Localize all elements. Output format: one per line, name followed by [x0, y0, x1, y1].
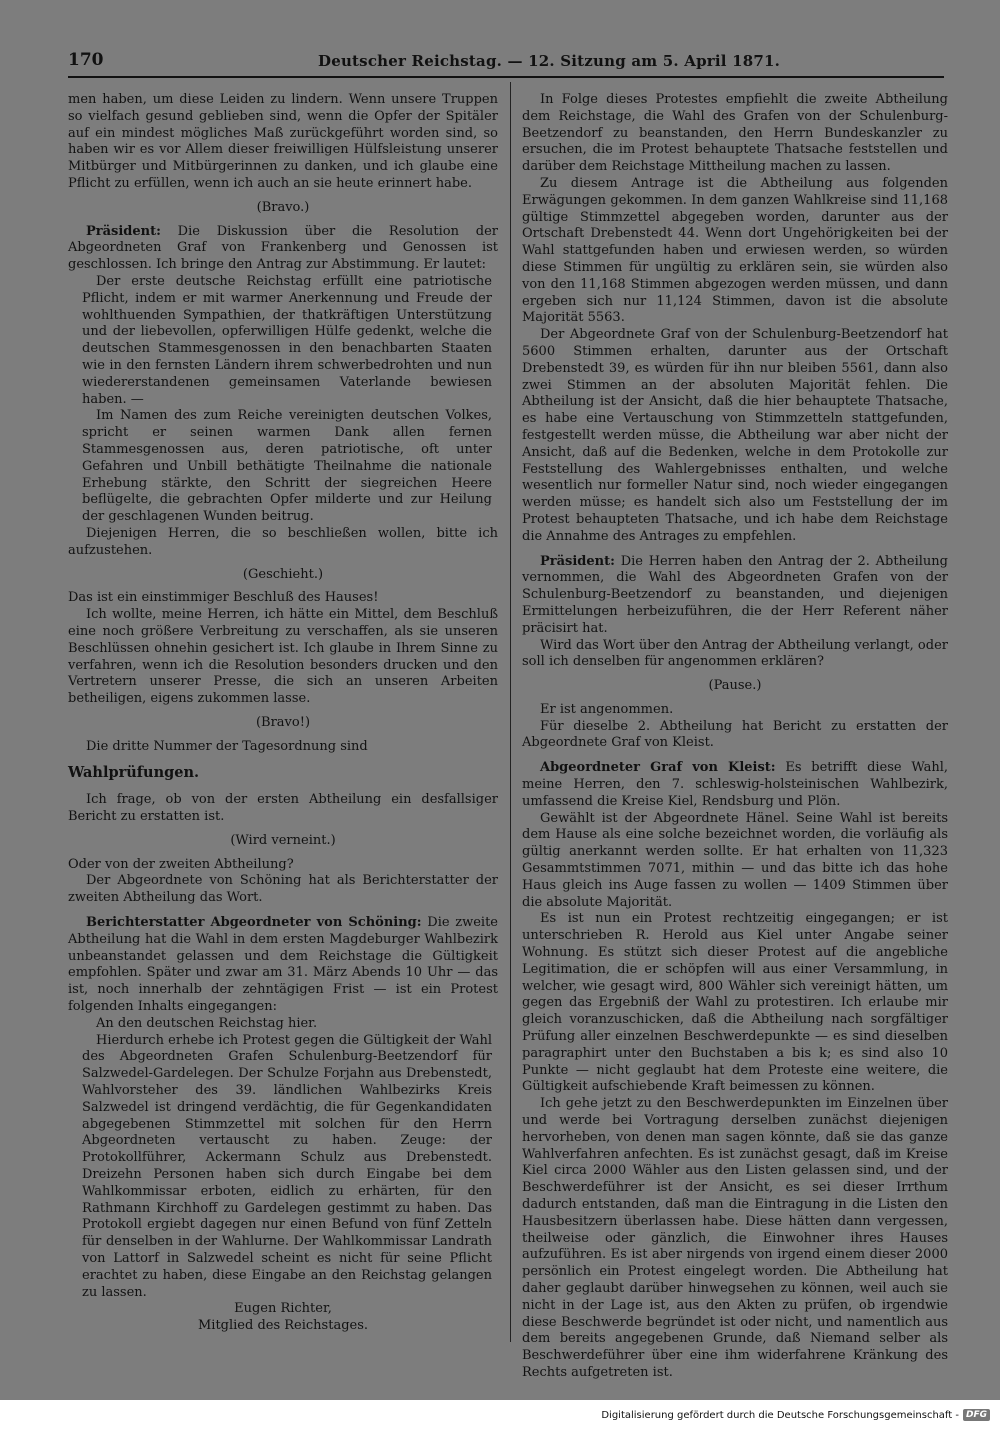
paragraph: [68, 224, 498, 274]
left-column: [68, 92, 498, 1335]
right-column: [522, 92, 948, 1382]
credit-text: Digitalisierung gefördert durch die Deutsche Forschungsgemeinschaft -: [601, 1409, 959, 1421]
column-divider: [510, 82, 511, 1342]
speaker-label: Berichterstatter Abgeordneter von Schöning:: [86, 915, 422, 931]
speaker-label: Präsident:: [86, 223, 161, 239]
paragraph: Er ist angenommen.: [540, 701, 674, 717]
paragraph-text: Die Diskussion über die Resolution der Abgeordneten Graf von Frankenberg und Genossen ist geschlossen. Ich bringe den Antrag zur Abstimmung. Er lautet:: [68, 223, 498, 273]
digitization-credit: [601, 1409, 990, 1421]
speaker-label: Abgeordneter Graf von Kleist:: [540, 760, 776, 776]
paragraph: Diejenigen Herren, die so beschließen wollen, bitte ich aufzustehen.: [68, 525, 498, 558]
paragraph: Es ist nun ein Protest rechtzeitig eingegangen; er ist unterschrieben R. Herold aus Kiel unter Angabe seiner Wohnung. Es stützt sich dieser Protest auf die angebliche Legitimation, die er schöpfen will aus einer Versammlung, in welcher, wie gesagt wird, 800 Wähler sich vereinigt hätten, um gegen das Ergebniß der Wahl zu protestiren. Ich erlaube mir gleich voranzuschicken, daß die Abtheilung nach sorgfältiger Prüfung aller einzelnen Beschwerdepunkte — es sind dieselben paragraphirt unter den Buchstaben a bis k; es sind also 10 Punkte — nicht geglaubt hat dem Proteste eine weitere, die Gültigkeit aufschiebende Kraft beimessen zu können.: [522, 911, 948, 1095]
paragraph: [522, 760, 948, 810]
quoted-resolution: Im Namen des zum Reiche vereinigten deutschen Volkes, spricht er seinen warmen Dank allen fernen Stammesgenossen aus, deren patriotische, oft unter Gefahren und Unbill bethätigte Theilnahme die nationale Erhebung stärkte, den Schritt der siegreichen Heere beflügelte, die gebrachten Opfer milderte und zur Heilung der geschlagenen Wunden beitrug.: [82, 408, 492, 525]
paragraph: In Folge dieses Protestes empfiehlt die zweite Abtheilung dem Reichstage, die Wahl des Grafen von der Schulenburg-Beetzendorf zu beanstanden, den Herrn Bundeskanzler zu ersuchen, die im Protest behauptete Thatsache feststellen und darüber dem Reichstage Mittheilung machen zu lassen.: [522, 92, 948, 175]
interjection: (Geschieht.): [242, 566, 324, 582]
quoted-resolution: Der erste deutsche Reichstag erfüllt eine patriotische Pflicht, indem er mit warmer Anerkennung und Freude der wohlthuenden Sympathien, der thatkräftigen Unterstützung und der liebevollen, opferwilligen Hülfe gedenkt, welche die deutschen Stammesgenossen in den benachbarten Staaten wie in den fernsten Ländern ihrem schwerbedrohten und nun wiedererstandenen gemeinsamen Vaterlande bewiesen haben. —: [82, 273, 492, 407]
paragraph: Für dieselbe 2. Abtheilung hat Bericht zu erstatten der Abgeordnete Graf von Kleist.: [522, 718, 948, 751]
paragraph: Das ist ein einstimmiger Beschluß des Hauses!: [68, 590, 379, 606]
paragraph: men haben, um diese Leiden zu lindern. Wenn unsere Truppen so vielfach gesund geblieben sind, wenn die Opfer der Spitäler auf ein mindest mögliches Maß zurückgeführt worden sind, so haben wir es vor Allem dieser freiwilligen Hülfsleistung unserer Mitbürger und Mitbürgerinnen zu danken, und ich glaube eine Pflicht zu erfüllen, wenn ich auch an sie heute erinnert habe.: [68, 92, 498, 191]
paragraph: Zu diesem Antrage ist die Abtheilung aus folgenden Erwägungen gekommen. In dem ganzen Wahlkreise sind 11,168 gültige Stimmzettel abgegeben worden, darunter aus der Ortschaft Drebenstedt 44. Wenn dort Ungehörigkeiten bei der Wahl stattgefunden haben und erwiesen werden, so würden diese Stimmen für ungültig zu erklären sein, sie würden also von den 11,168 Stimmen abgezogen werden müssen, und dann ergeben sich nur 11,124 Stimmen, davon ist die absolute Majorität 5563.: [522, 175, 948, 326]
speaker-label: Präsident:: [540, 553, 615, 569]
paragraph: Der Abgeordnete von Schöning hat als Berichterstatter der zweiten Abtheilung das Wort.: [68, 873, 498, 906]
interjection: (Wird verneint.): [230, 832, 336, 848]
dfg-logo: DFG: [963, 1409, 990, 1421]
paragraph: Ich frage, ob von der ersten Abtheilung ein desfallsiger Bericht zu erstatten ist.: [68, 792, 498, 825]
paragraph: Wird das Wort über den Antrag der Abtheilung verlangt, oder soll ich denselben für angenommen erklären?: [522, 637, 948, 670]
paragraph-text: Die zweite Abtheilung hat die Wahl in dem ersten Magdeburger Wahlbezirk unbeanstandet gelassen und dem Reichstage die Gültigkeit empfohlen. Später und zwar am 31. März Abends 10 Uhr — das ist, noch innerhalb der zehntägigen Frist — ist ein Protest folgenden Inhalts eingegangen:: [68, 915, 498, 1015]
paragraph: Die dritte Nummer der Tagesordnung sind: [86, 738, 368, 754]
quoted-protest: An den deutschen Reichstag hier.: [96, 1015, 318, 1031]
paragraph: Ich gehe jetzt zu den Beschwerdepunkten im Einzelnen über und werde bei Vortragung derselben zunächst diejenigen hervorheben, von denen man sagen könnte, daß sie das ganze Wahlverfahren anfechten. Es ist zunächst gesagt, daß im Kreise Kiel circa 2000 Wähler aus den Listen gelassen sind, und der Beschwerdeführer ist der Ansicht, es sei dieser Irrthum dadurch entstanden, daß man die Eintragung in die Listen den Hausbesitzern überlassen habe. Diese hätten dann vergessen, theilweise oder gänzlich, die Einwohner ihres Hauses aufzuführen. Es ist aber nirgends von irgend einem dieser 2000 persönlich ein Protest eingelegt worden. Die Abtheilung hat daher geglaubt darüber hinwegsehen zu können, weil auch sie nicht in der Lage ist, aus den Akten zu prüfen, ob irgendwie diese Beschwerde begründet ist oder nicht, und namentlich aus dem bereits angegebenen Grunde, daß Niemand selber als Beschwerdeführer über eine ihm widerfahrene Kränkung des Rechts aufgetreten ist.: [522, 1096, 948, 1380]
paragraph: Oder von der zweiten Abtheilung?: [68, 856, 294, 872]
paragraph: Gewählt ist der Abgeordnete Hänel. Seine Wahl ist bereits dem Hause als eine solche bezeichnet worden, die vorläufig als gültig anerkannt werden sollte. Er hat erhalten von 11,323 Gesammtstimmen 7071, mithin — und das bitte ich das hohe Haus gleich ins Auge fassen zu wollen — 1409 Stimmen über die absolute Majorität.: [522, 810, 948, 910]
paragraph: [68, 915, 498, 1016]
paragraph-text: Die Herren haben den Antrag der 2. Abtheilung vernommen, die Wahl des Abgeordneten Grafen von der Schulenburg-Beetzendorf zu beanstanden, und diejenigen Ermittelungen herbeizuführen, die der Herr Referent näher präcisirt hat.: [522, 553, 948, 636]
interjection: (Bravo.): [256, 199, 310, 215]
page-number: 170: [68, 50, 104, 70]
signature-title: Mitglied des Reichstages.: [197, 1318, 369, 1334]
signature-name: Eugen Richter,: [234, 1301, 332, 1317]
interjection: (Pause.): [708, 678, 762, 694]
paragraph: Der Abgeordnete Graf von der Schulenburg-Beetzendorf hat 5600 Stimmen erhalten, darunter aus der Ortschaft Drebenstedt 39, es würden für ihn nur bleiben 5561, dann also zwei Stimmen an der absoluten Majorität fehlen. Die Abtheilung ist der Ansicht, daß die hier behauptete Thatsache, es habe eine Vertauschung von Stimmzetteln stattgefunden, festgestellt werden müsse, die Abtheilung war aber nicht der Ansicht, daß auf die Bedenken, welche in dem Protokolle zur Feststellung des Wahlergebnisses enthalten, und welche wesentlich nur formeller Natur sind, noch wieder eingegangen werden müsse; es handelt sich also um Feststellung der im Protest behaupteten Thatsache, und ich habe dem Reichstage die Annahme des Antrages zu empfehlen.: [522, 327, 948, 544]
section-heading: Wahlprüfungen.: [68, 764, 200, 782]
running-title: Deutscher Reichstag. — 12. Sitzung am 5. April 1871.: [318, 52, 781, 70]
paragraph: Ich wollte, meine Herren, ich hätte ein Mittel, dem Beschluß eine noch größere Verbreitung zu verschaffen, als sie unseren Beschlüssen ohnehin gesichert ist. Ich glaube in Ihrem Sinne zu verfahren, wenn ich die Resolution besonders drucken und den Vertretern unserer Presse, die sich an unseren Arbeiten betheiligen, eigens zukommen lasse.: [68, 607, 498, 707]
paragraph: [522, 554, 948, 638]
interjection: (Bravo!): [255, 714, 311, 730]
quoted-protest: Hierdurch erhebe ich Protest gegen die Gültigkeit der Wahl des Abgeordneten Grafen Schulenburg-Beetzendorf für Salzwedel-Gardelegen. Der Schulze Forjahn aus Drebenstedt, Wahlvorsteher des 39. ländlichen Wahlbezirks Kreis Salzwedel ist dringend verdächtig, die für Gegenkandidaten abgegebenen Stimmzettel mit solchen für den Herrn Abgeordneten vertauscht zu haben. Zeuge: der Protokollführer, Ackermann Schulz aus Drebenstedt. Dreizehn Personen haben sich durch Eingabe bei dem Wahlkommissar erboten, eidlich zu erhärten, für den Rathmann Kirchhoff zu Gardelegen gestimmt zu haben. Das Protokoll ergiebt dagegen nur einen Befund von fünf Zetteln für denselben in der Wahlurne. Der Wahlkommissar Landrath von Lattorf in Salzwedel scheint es nicht für seine Pflicht erachtet zu haben, diese Eingabe an den Reichstag gelangen zu lassen.: [82, 1032, 492, 1300]
paragraph-text: Es betrifft diese Wahl, meine Herren, den 7. schleswig-holsteinischen Wahlbezirk, umfassend die Kreise Kiel, Rendsburg und Plön.: [522, 760, 948, 809]
page-header: [68, 50, 944, 76]
header-rule: [68, 76, 944, 78]
